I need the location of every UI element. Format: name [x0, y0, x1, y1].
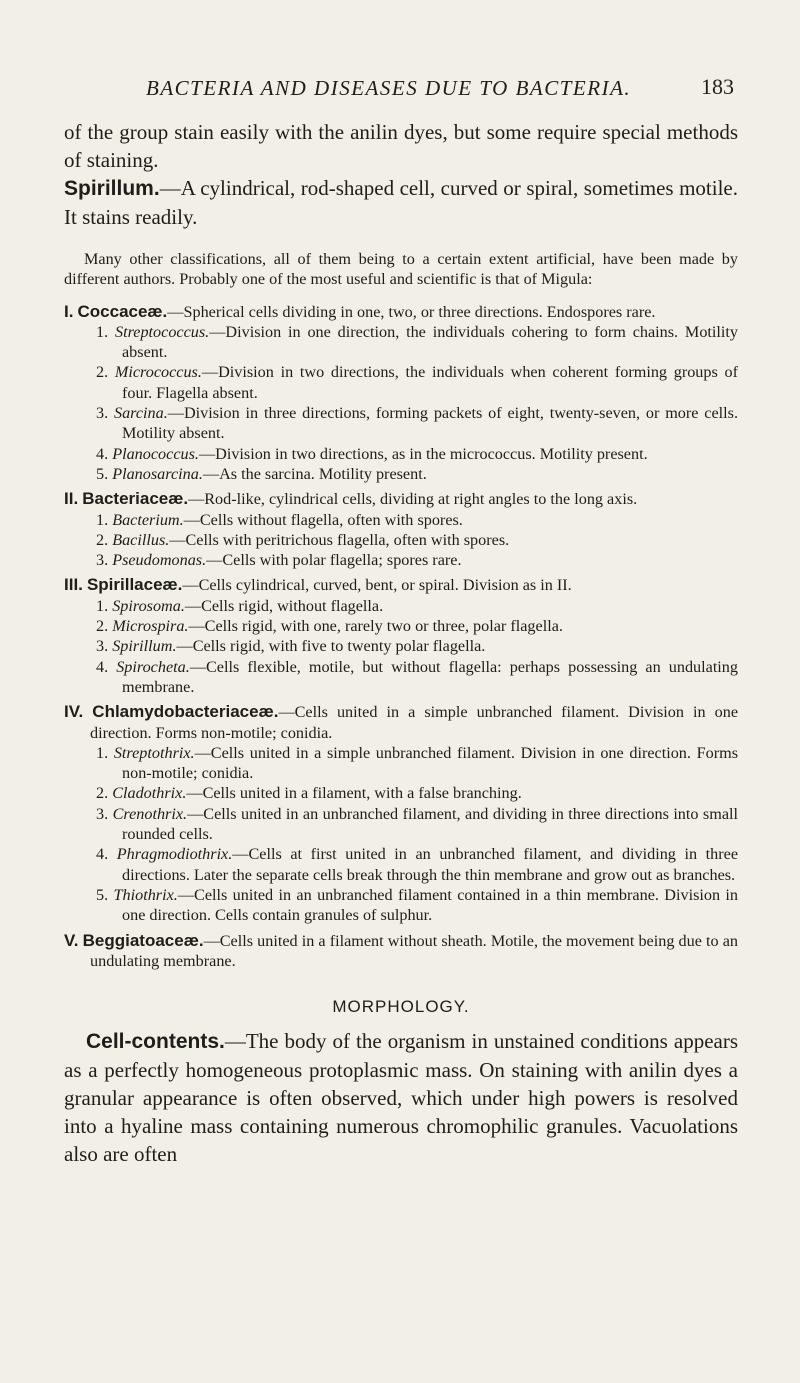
genus-description: —Cells united in a filament, with a false branching. — [186, 784, 522, 803]
genus-name: Spirocheta. — [116, 657, 190, 676]
genus-number: 1. — [96, 322, 109, 341]
group-heading — [64, 575, 738, 595]
genus-number: 4. — [96, 444, 109, 463]
genus-name: Cladothrix. — [112, 784, 187, 803]
genus-description: —Cells united in an unbranched filament contained in a thin membrane. Division in one direction. Cells contain granules of sulphur. — [122, 885, 739, 925]
genus-name: Micrococcus. — [114, 363, 202, 382]
group-heading — [64, 302, 738, 322]
group-numeral: II. — [64, 489, 79, 509]
genus-item — [64, 403, 738, 444]
genus-name: Bacillus. — [112, 530, 170, 549]
genus-item — [64, 510, 738, 530]
genus-item — [64, 444, 738, 464]
genus-description: —Division in two directions, the individuals when coherent forming groups of four. Flagella absent. — [122, 363, 738, 402]
genus-description: —Cells rigid, with five to twenty polar flagella. — [176, 637, 486, 656]
section-heading: MORPHOLOGY. — [332, 997, 470, 1017]
genus-description: —Cells rigid, with one, rarely two or three, polar flagella. — [188, 617, 563, 636]
genus-name: Crenothrix. — [112, 804, 188, 823]
genus-number: 3. — [96, 804, 109, 823]
genus-number: 1. — [96, 743, 109, 762]
genus-item — [64, 783, 738, 803]
spirillum-term: Spirillum. — [64, 177, 160, 200]
genus-name: Spirillum. — [112, 637, 177, 656]
genus-description: —Cells with peritrichous flagella, often with spores. — [169, 530, 510, 549]
genus-number: 2. — [96, 530, 109, 549]
genus-description: —Cells at first united in an unbranched filament, and dividing in three directions. Later the separate cells break through the thin membrane and grow out as branches. — [122, 845, 739, 884]
group-description: —Cells cylindrical, curved, bent, or spiral. Division as in II. — [182, 576, 572, 595]
genus-item — [64, 550, 738, 570]
genus-description: —As the sarcina. Motility present. — [202, 464, 427, 483]
genus-name: Sarcina. — [113, 404, 168, 423]
genus-name: Planococcus. — [112, 444, 199, 463]
cell-contents-paragraph — [64, 1027, 738, 1168]
classification-group — [64, 931, 738, 972]
group-heading — [64, 702, 738, 743]
group-name: Chlamydobacteriaceæ. — [92, 702, 279, 722]
genus-item — [64, 322, 738, 363]
genus-number: 4. — [96, 657, 109, 676]
genus-number: 2. — [96, 784, 109, 803]
genus-description: —Cells united in an unbranched filament, and dividing in three directions into small rounded cells. — [122, 804, 739, 844]
genus-item — [64, 616, 738, 636]
genus-number: 2. — [96, 617, 109, 636]
group-numeral: IV. — [64, 702, 84, 722]
genus-item — [64, 885, 738, 926]
genus-item — [64, 844, 738, 885]
group-name: Bacteriaceæ. — [82, 489, 189, 509]
group-numeral: III. — [64, 575, 83, 595]
group-name: Coccaceæ. — [77, 301, 168, 321]
genus-name: Thiothrix. — [113, 885, 178, 904]
genus-description: —Cells flexible, motile, but without flagella: perhaps possessing an undulating membrane. — [122, 657, 738, 696]
genus-name: Bacterium. — [112, 510, 184, 529]
genus-name: Planosarcina. — [112, 464, 203, 483]
group-numeral: I. — [64, 301, 74, 321]
genus-description: —Division in two directions, as in the micrococcus. Motility present. — [198, 444, 648, 463]
classification-group — [64, 489, 738, 570]
genus-item — [64, 636, 738, 656]
genus-name: Phragmodiothrix. — [116, 845, 233, 864]
genus-number: 2. — [96, 363, 109, 382]
genus-number: 3. — [96, 404, 109, 423]
genus-description: —Cells united in a simple unbranched filament. Division in one direction. Forms non-motile; conidia. — [122, 743, 738, 783]
genus-description: —Division in three directions, forming packets of eight, twenty-seven, or more cells. Motility absent. — [122, 404, 739, 443]
group-heading — [64, 931, 738, 972]
group-numeral: V. — [64, 930, 79, 950]
genus-name: Microspira. — [112, 617, 189, 636]
cell-contents-term: Cell-contents. — [86, 1030, 225, 1054]
group-heading — [64, 489, 738, 509]
genus-item — [64, 464, 738, 484]
group-description: —Spherical cells dividing in one, two, or three directions. Endospores rare. — [167, 302, 656, 321]
genus-name: Spirosoma. — [112, 596, 185, 615]
genus-number: 5. — [96, 464, 109, 483]
group-description: —Cells united in a simple unbranched filament. Division in one direction. Forms non-motile; conidia. — [90, 703, 738, 742]
classification-group — [64, 302, 738, 485]
genus-number: 1. — [96, 510, 109, 529]
running-head — [64, 70, 738, 100]
intro-paragraph: Many other classifications, all of them being to a certain extent artificial, have been made by different authors. Probably one of the most useful and scientific is that of Migula: — [64, 250, 738, 289]
group-description: —Cells united in a filament without sheath. Motile, the movement being due to an undulating membrane. — [90, 931, 738, 970]
classification-list — [64, 302, 738, 972]
genus-description: —Cells with polar flagella; spores rare. — [206, 551, 462, 570]
cell-contents-text: —The body of the organism in unstained conditions appears as a perfectly homogeneous protoplasmic mass. On staining with anilin dyes a granular appearance is often observed, which under high powers is resolved into a hyaline mass containing numerous chromophilic granules. Vacuolations also are often — [64, 1029, 738, 1167]
genus-description: —Division in one direction, the individuals cohering to form chains. Motility absent. — [122, 322, 739, 362]
genus-number: 1. — [96, 596, 109, 615]
genus-description: —Cells without flagella, often with spores. — [183, 510, 463, 529]
genus-name: Streptothrix. — [113, 743, 195, 762]
spirillum-paragraph — [64, 174, 738, 231]
group-name: Beggiatoaceæ. — [82, 930, 204, 950]
genus-item — [64, 804, 738, 845]
genus-number: 5. — [96, 885, 109, 904]
continuation-paragraph: of the group stain easily with the anilin dyes, but some require special methods of staining. — [64, 120, 738, 172]
genus-description: —Cells rigid, without flagella. — [184, 596, 384, 615]
running-title: BACTERIA AND DISEASES DUE TO BACTERIA. — [146, 76, 632, 100]
genus-item — [64, 743, 738, 784]
group-name: Spirillaceæ. — [86, 575, 183, 595]
group-description: —Rod-like, cylindrical cells, dividing at right angles to the long axis. — [188, 490, 638, 509]
genus-number: 3. — [96, 637, 109, 656]
classification-group — [64, 702, 738, 925]
genus-item — [64, 362, 738, 403]
page-number: 183 — [701, 74, 734, 99]
genus-name: Streptococcus. — [114, 322, 210, 341]
genus-item — [64, 596, 738, 616]
spirillum-text: —A cylindrical, rod-shaped cell, curved or spiral, sometimes motile. It stains readily. — [64, 176, 738, 229]
genus-number: 4. — [96, 845, 109, 864]
genus-item — [64, 657, 738, 698]
classification-group — [64, 575, 738, 697]
genus-name: Pseudomonas. — [112, 551, 207, 570]
genus-item — [64, 530, 738, 550]
genus-number: 3. — [96, 551, 109, 570]
